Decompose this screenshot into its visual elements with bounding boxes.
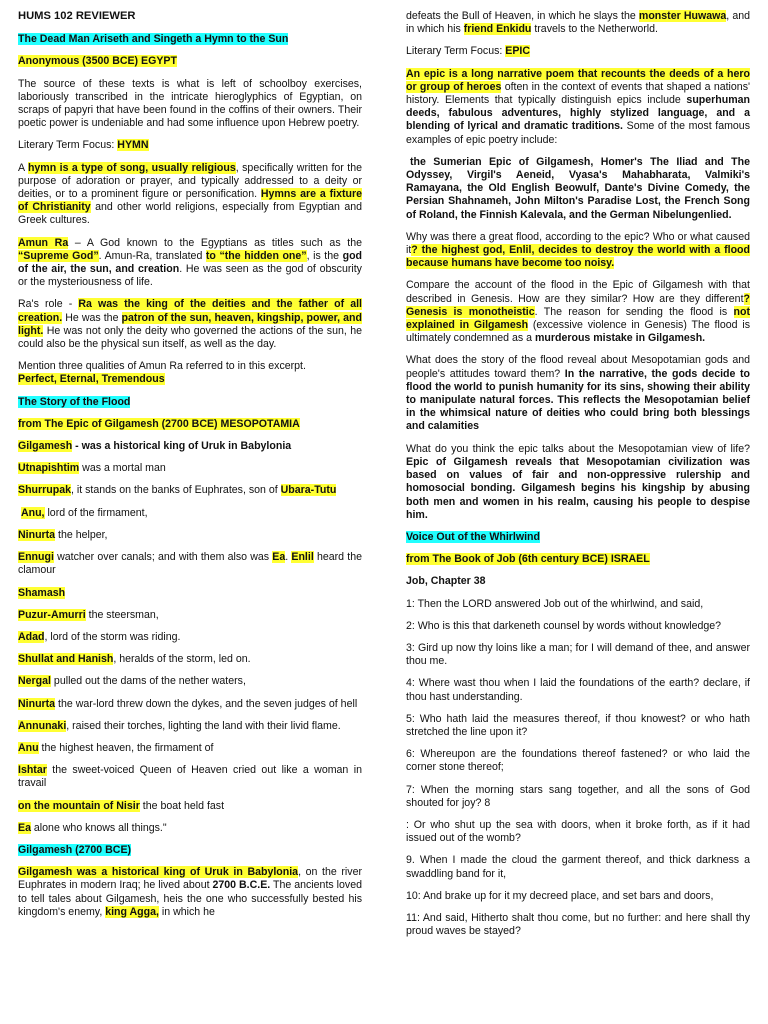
highlight: on the mountain of Nisir bbox=[18, 799, 140, 812]
highlight: Ea bbox=[272, 551, 286, 564]
literary-term-hymn bbox=[18, 139, 362, 152]
text-fragment: the highest heaven, the firmament of bbox=[38, 741, 214, 754]
verse-10: 10: And brake up for it my decreed place, and set bars and doors, bbox=[406, 889, 714, 902]
literary-term-epic bbox=[406, 45, 750, 58]
text-fragment: The ancients loved to tell tales about Gilgamesh, heis the one who successfully bested his kingdom's enemy, bbox=[18, 879, 362, 918]
verse-8: : Or who shut up the sea with doors, when it broke forth, as if it had issued out of the womb? bbox=[406, 818, 750, 845]
highlight: to “the hidden one” bbox=[205, 249, 307, 262]
text-fragment: , and in which his bbox=[406, 10, 751, 36]
text-fragment: the helper, bbox=[55, 528, 108, 541]
character-anu-heaven bbox=[18, 742, 362, 755]
character-shurrupak bbox=[18, 484, 362, 497]
literary-term-label: Literary Term Focus: bbox=[406, 45, 506, 58]
mountain-nisir bbox=[18, 800, 362, 813]
ra-role-paragraph bbox=[18, 298, 362, 351]
highlight: Amun Ra bbox=[18, 236, 69, 249]
character-anu bbox=[18, 507, 362, 520]
verse-7: 7: When the morning stars sang together, and all the sons of God shouted for joy? 8 bbox=[406, 783, 750, 809]
job-chapter-heading: Job, Chapter 38 bbox=[406, 575, 486, 588]
verse-11: 11: And said, Hitherto shalt thou come, but no further: and here shall thy proud waves be stayed? bbox=[406, 911, 750, 938]
verse-1: 1: Then the LORD answered Job out of the whirlwind, and said, bbox=[406, 597, 704, 610]
text-fragment: pulled out the dams of the nether waters, bbox=[50, 675, 246, 688]
text-fragment: , lord of the storm was riding. bbox=[44, 630, 181, 643]
verse-9: 9. When I made the cloud the garment thereof, and thick darkness a swaddling band for it, bbox=[406, 854, 750, 880]
text-fragment: Ra's role - bbox=[18, 298, 79, 311]
question-text: What does the story of the flood reveal about Mesopotamian gods and people's attitudes toward them? bbox=[406, 354, 750, 380]
question-flood-cause bbox=[406, 231, 750, 271]
hymn-definition bbox=[18, 162, 362, 228]
text-fragment: , raised their torches, lighting the land with their livid flame. bbox=[66, 719, 341, 732]
bold-text: murderous mistake in Gilgamesh. bbox=[534, 332, 706, 345]
text-fragment: , specifically written for the purpose of adoration or prayer, and typically addressed to a deity or deities, or to a prominent figure or personification. bbox=[18, 161, 362, 201]
literary-term-label: Literary Term Focus: bbox=[18, 139, 118, 152]
bold-text: superhuman deeds, fabulous adventures, highly stylized language, and a blending of lyrical and dramatic traditions. bbox=[406, 94, 750, 133]
character-utnapishtim bbox=[18, 462, 362, 475]
verse-2: 2: Who is this that darkeneth counsel by words without knowledge? bbox=[406, 619, 722, 632]
highlight: Ea bbox=[18, 821, 31, 834]
text-fragment: often in the context of events that shaped a nations' history. Elements that typically distinguish epics include bbox=[406, 80, 751, 107]
left-column bbox=[18, 10, 362, 928]
section-source-job bbox=[406, 553, 750, 566]
question-compare-genesis bbox=[406, 279, 750, 345]
source-text: from The Epic of Gilgamesh (2700 BCE) MESOPOTAMIA bbox=[18, 417, 300, 430]
question-text: What do you think the epic talks about the Mesopotamian view of life? bbox=[406, 442, 750, 455]
highlight: patron of the sun, heaven, kingship, power, and light. bbox=[18, 311, 362, 337]
text-fragment: . bbox=[285, 551, 292, 564]
amun-ra-paragraph bbox=[18, 237, 362, 290]
text-fragment: and other world religions, especially from Egyptian and Greek cultures. bbox=[18, 201, 363, 227]
text-fragment: . He was seen as the god of obscurity or the mysteriousness of life. bbox=[18, 263, 362, 289]
highlight: hymn is a type of song, usually religious bbox=[27, 161, 236, 174]
character-shullat-hanish bbox=[18, 653, 362, 666]
text-fragment: the boat held fast bbox=[139, 799, 225, 812]
highlight: Ra was the king of the deities and the father of all creation. bbox=[18, 298, 362, 324]
bold-text: Epic of Gilgamesh reveals that Mesopotamian civilization was based on values of fair and non-oppressive rulership and homosocial bonding. Gilgamesh begins his kingship by abusing both men and women in his realm, causing his people to despise him. bbox=[406, 455, 750, 521]
question-mesopotamian-gods bbox=[406, 354, 750, 433]
section-title-text: Voice Out of the Whirlwind bbox=[406, 530, 540, 543]
highlight: ? Genesis is monotheistic bbox=[406, 292, 750, 318]
text-fragment: (excessive violence in Genesis) The flood is ultimately condemned as a bbox=[406, 319, 750, 345]
mention-qualities bbox=[18, 360, 362, 386]
text-fragment: He was not only the deity who governed the actions of the sun, he could also be the physical sun itself, as well as the day. bbox=[18, 324, 362, 351]
highlight: Shamash bbox=[18, 586, 66, 599]
verse-4: 4: Where wast thou when I laid the foundations of the earth? declare, if thou hast understanding. bbox=[406, 677, 750, 703]
section-title-flood bbox=[18, 396, 362, 409]
section-author bbox=[18, 55, 362, 68]
character-ninurta-warlord bbox=[18, 698, 362, 711]
text-fragment: , heralds of the storm, led on. bbox=[113, 653, 251, 666]
right-column bbox=[406, 10, 750, 947]
highlight: Ennugi bbox=[18, 551, 54, 564]
text-fragment: . The reason for sending the flood is bbox=[534, 305, 734, 318]
question-text: Mention three qualities of Amun Ra referred to in this excerpt. bbox=[18, 360, 306, 373]
text-fragment: . Amun-Ra, translated bbox=[98, 249, 206, 262]
highlight: friend Enkidu bbox=[463, 23, 532, 36]
text-fragment: heard the clamour bbox=[18, 551, 362, 577]
answer-text: Perfect, Eternal, Tremendous bbox=[18, 373, 165, 386]
highlight: Shullat and Hanish bbox=[18, 653, 114, 666]
highlight: Gilgamesh bbox=[18, 440, 73, 453]
text-fragment: in which he bbox=[158, 905, 215, 918]
highlight: Hymns are a fixture of Christianity bbox=[18, 188, 362, 214]
section-title-gilgamesh bbox=[18, 844, 362, 857]
highlight: “Supreme God” bbox=[18, 249, 99, 262]
character-ennugi bbox=[18, 551, 362, 577]
highlight: Adad bbox=[18, 630, 45, 643]
text-fragment: the war-lord threw down the dykes, and the seven judges of hell bbox=[55, 697, 358, 710]
highlight: ? the highest god, Enlil, decides to destroy the world with a flood because humans have become too noisy. bbox=[406, 244, 750, 270]
literary-term-value: EPIC bbox=[505, 45, 531, 58]
section-source-flood bbox=[18, 418, 362, 431]
epic-definition bbox=[406, 68, 750, 147]
question-text: Why was there a great flood, according to the epic? Who or what caused it bbox=[406, 230, 750, 257]
verse-5: 5: Who hath laid the measures thereof, if thou knowest? or who hath stretched the line upon it? bbox=[406, 712, 750, 738]
character-shamash bbox=[18, 587, 362, 600]
section-title-text: The Dead Man Ariseth and Singeth a Hymn to the Sun bbox=[18, 33, 289, 46]
text-fragment: defeats the Bull of Heaven, in which he slays the bbox=[406, 10, 639, 22]
text-fragment: was a mortal man bbox=[79, 462, 166, 475]
character-ea bbox=[18, 822, 362, 835]
highlight: Shurrupak bbox=[18, 484, 71, 497]
character-adad bbox=[18, 631, 362, 644]
intro-paragraph: The source of these texts is what is left of schoolboy exercises, laboriously transcribed in the intricate hieroglyphics of Egyptian, on scraps of papyri that have been found in the coffins of their owners. Their poetic power is undeniable and had some influence upon Hebrew poetry. bbox=[18, 77, 362, 130]
source-text: from The Book of Job (6th century BCE) ISRAEL bbox=[406, 553, 650, 566]
text-fragment: travels to the Netherworld. bbox=[531, 23, 658, 36]
question-text: Compare the account of the flood in the Epic of Gilgamesh with that described in Genesis. How are they similar? How are they different bbox=[406, 279, 750, 305]
question-view-of-life bbox=[406, 443, 750, 522]
highlight: Ubara-Tutu bbox=[280, 484, 337, 497]
highlight: monster Huwawa bbox=[638, 10, 727, 22]
text-fragment: the steersman, bbox=[85, 608, 159, 621]
highlight: king Agga, bbox=[105, 905, 159, 918]
text-fragment: , on the river Euphrates in modern Iraq; he lived about bbox=[18, 866, 362, 892]
character-annunaki bbox=[18, 720, 362, 733]
bold-text: 2700 B.C.E. bbox=[212, 879, 271, 892]
text-fragment: Some of the most famous examples of epic poetry include: bbox=[406, 120, 750, 146]
bold-text: - was a historical king of Uruk in Babylonia bbox=[72, 440, 292, 453]
highlight: Ishtar bbox=[18, 764, 47, 777]
verse-6: 6: Whereupon are the foundations thereof fastened? or who laid the corner stone thereof; bbox=[406, 748, 750, 774]
text-fragment: A bbox=[18, 161, 28, 174]
character-ninurta bbox=[18, 529, 362, 542]
highlight: Anu bbox=[18, 741, 39, 754]
highlight: Anu, bbox=[20, 506, 45, 519]
text-fragment: alone who knows all things." bbox=[30, 821, 167, 834]
bold-text: In the narrative, the gods decide to flood the world to punish humanity for its sins, showing their ability to manipulate natural forces. This reflects the Mesopotamian belief in the whimsical nature of deities who could bring both blessings and calamities bbox=[406, 367, 750, 433]
character-puzur-amurri bbox=[18, 609, 362, 622]
character-ishtar bbox=[18, 764, 362, 790]
highlight: Enlil bbox=[291, 551, 314, 564]
literary-term-value: HYMN bbox=[117, 139, 149, 152]
text-fragment: the sweet-voiced Queen of Heaven cried out like a woman in travail bbox=[18, 764, 362, 790]
highlight: Ninurta bbox=[18, 697, 56, 710]
section-title-hymn bbox=[18, 33, 362, 46]
highlight: An epic is a long narrative poem that recounts the deeds of a hero or group of heroes bbox=[406, 67, 750, 93]
section-title-text: The Story of the Flood bbox=[18, 395, 131, 408]
bold-text: god of the air, the sun, and creation bbox=[18, 249, 363, 276]
text-fragment: , is the bbox=[306, 249, 343, 262]
author-text: Anonymous (3500 BCE) EGYPT bbox=[18, 55, 177, 68]
epic-examples: the Sumerian Epic of Gilgamesh, Homer's The Iliad and The Odyssey, Virgil's Aeneid, Vyasa's Mahabharata, Valmiki's Ramayana, the Old English Beowulf, Dante's Divine Comedy, the Persian Shahnameh, John Milton's Paradise Lost, the French Song of Roland, the Finnish Kalevala, and the German Nibelungenlied. bbox=[406, 155, 750, 221]
gilgamesh-king-paragraph bbox=[18, 866, 362, 919]
section-title-text: Gilgamesh (2700 BCE) bbox=[18, 843, 132, 856]
verse-3: 3: Gird up now thy loins like a man; for I will demand of thee, and answer thou me. bbox=[406, 641, 750, 668]
highlight: not explained in Gilgamesh bbox=[406, 305, 750, 332]
text-fragment: He was the bbox=[62, 311, 122, 324]
gilgamesh-continued bbox=[406, 10, 750, 36]
highlight: Nergal bbox=[18, 675, 51, 688]
text-fragment: lord of the firmament, bbox=[44, 506, 148, 519]
highlight: Utnapishtim bbox=[18, 462, 80, 475]
document-title: HUMS 102 REVIEWER bbox=[18, 10, 136, 22]
highlight: Annunaki bbox=[18, 719, 67, 732]
character-nergal bbox=[18, 675, 362, 688]
text-fragment: – A God known to the Egyptians as titles such as the bbox=[68, 236, 363, 249]
highlight: Ninurta bbox=[18, 528, 56, 541]
text-fragment: , it stands on the banks of Euphrates, son of bbox=[70, 484, 281, 497]
section-title-whirlwind bbox=[406, 531, 750, 544]
text-fragment: watcher over canals; and with them also was bbox=[53, 551, 273, 564]
highlight: Gilgamesh was a historical king of Uruk in Babylonia bbox=[18, 866, 299, 879]
highlight: Puzur-Amurri bbox=[18, 608, 86, 621]
character-gilgamesh bbox=[18, 440, 362, 453]
